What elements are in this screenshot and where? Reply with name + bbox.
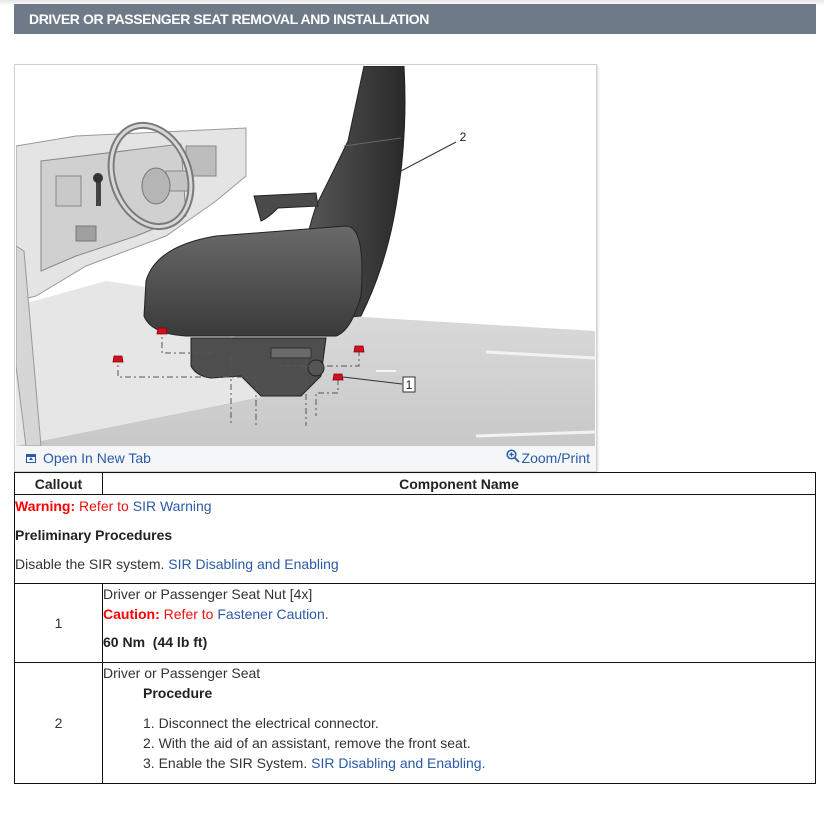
illustration-toolbar <box>15 446 596 471</box>
sir-warning-link[interactable]: SIR Warning <box>132 498 212 514</box>
header-component-name: Component Name <box>103 473 816 495</box>
preliminary-procedures-heading: Preliminary Procedures <box>15 527 173 543</box>
step-text: Disconnect the electrical connector. <box>158 715 379 731</box>
component-name: Driver or Passenger Seat <box>103 665 261 681</box>
step-text: Enable the SIR System. <box>158 755 308 771</box>
step-number: 1. <box>143 715 155 731</box>
warning-label: Warning: <box>15 498 76 514</box>
procedure-heading: Procedure <box>143 685 213 701</box>
open-new-tab-icon <box>26 454 36 463</box>
callout-number: 2 <box>15 663 103 784</box>
zoom-print-label: Zoom/Print <box>521 450 590 466</box>
preliminary-cell <box>15 495 816 584</box>
fastener-caution-link[interactable]: Fastener Caution <box>217 606 325 622</box>
page-title: DRIVER OR PASSENGER SEAT REMOVAL AND INSTALLATION <box>14 4 816 34</box>
preliminary-step <box>15 555 815 573</box>
table-row <box>15 663 816 784</box>
zoom-in-icon <box>506 449 520 463</box>
callout-number: 1 <box>15 584 103 663</box>
header-callout: Callout <box>15 473 103 495</box>
zoom-print-link[interactable] <box>506 446 590 471</box>
caution-period: . <box>324 606 329 622</box>
callout-1-marker: 1 <box>405 378 413 392</box>
sir-disabling-enabling-link[interactable]: SIR Disabling and Enabling <box>168 556 339 572</box>
preliminary-step-text: Disable the SIR system. <box>15 556 165 572</box>
sir-disabling-enabling-link[interactable]: SIR Disabling and Enabling <box>311 755 482 771</box>
procedure-step <box>143 753 815 773</box>
table-header-row <box>15 473 816 495</box>
warning-line <box>15 497 815 515</box>
open-in-new-tab-label: Open In New Tab <box>43 450 151 466</box>
component-cell <box>103 663 816 784</box>
warning-text: Refer to <box>79 498 129 514</box>
step-number: 2. <box>143 735 155 751</box>
procedure-steps <box>103 713 815 773</box>
caution-line <box>103 604 815 624</box>
component-cell <box>103 584 816 663</box>
procedure-step <box>143 713 815 733</box>
caution-label: Caution: <box>103 606 160 622</box>
illustration-frame <box>14 64 597 472</box>
component-name: Driver or Passenger Seat Nut [4x] <box>103 586 313 602</box>
step-text: With the aid of an assistant, remove the front seat. <box>158 735 471 751</box>
callout-table <box>14 472 816 784</box>
open-in-new-tab-link[interactable] <box>26 446 151 471</box>
seat-illustration <box>16 66 595 446</box>
procedure-step <box>143 733 815 753</box>
callout-2-marker: 2 <box>459 130 467 144</box>
step-period: . <box>481 755 486 771</box>
torque-spec: 60 Nm (44 lb ft) <box>103 634 208 650</box>
table-row <box>15 584 816 663</box>
preliminary-row <box>15 495 816 584</box>
caution-text: Refer to <box>163 606 214 622</box>
step-number: 3. <box>143 755 155 771</box>
